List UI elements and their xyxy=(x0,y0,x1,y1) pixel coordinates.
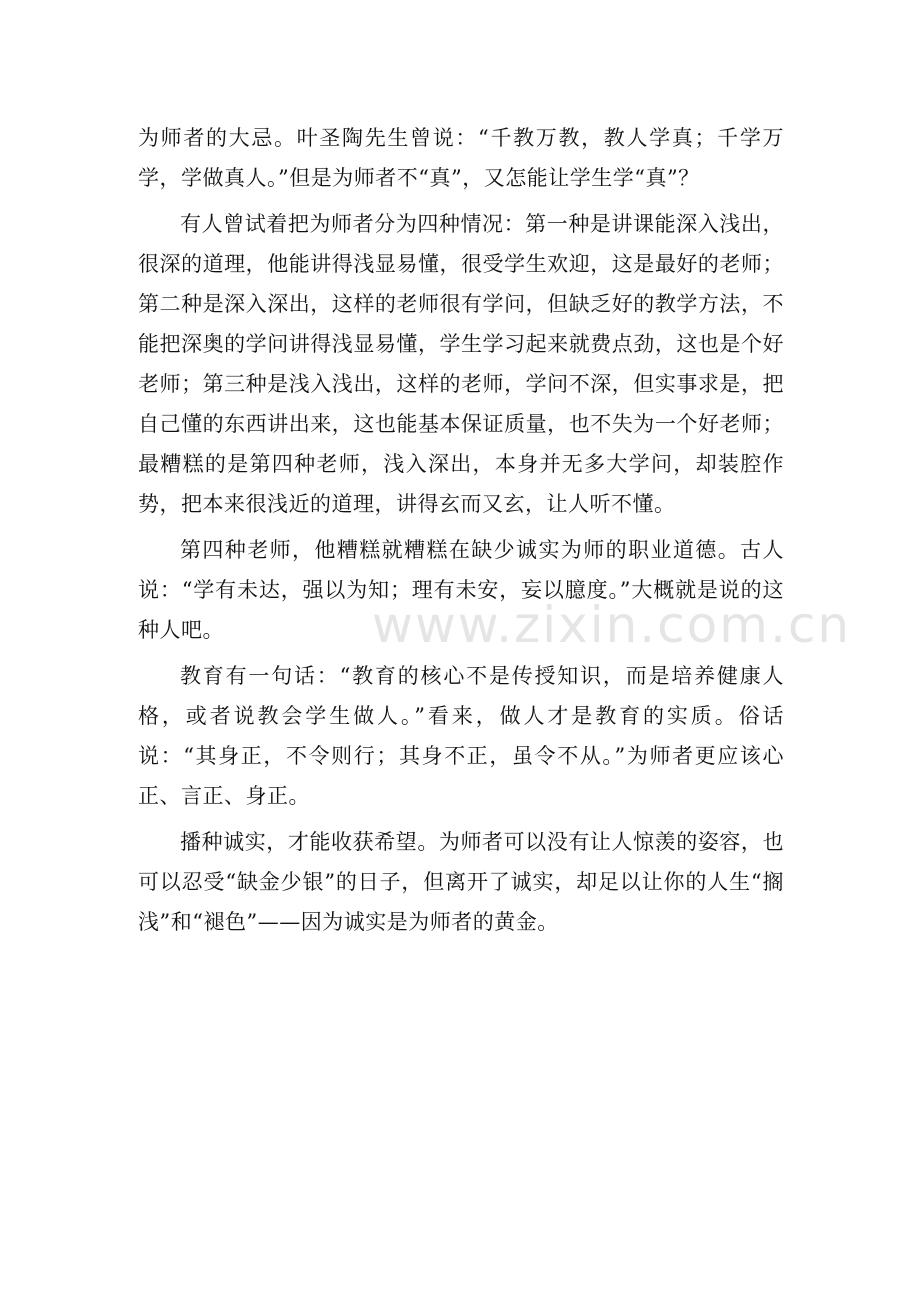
paragraph-5: 播种诚实，才能收获希望。为师者可以没有让人惊羡的姿容，也可以忍受“缺金少银”的日子，但离开了诚实，却足以让你的人生“搁浅”和“褪色”——因为诚实是为师者的黄金。 xyxy=(138,830,784,934)
paragraph-4: 教育有一句话：“教育的核心不是传授知识，而是培养健康人格，或者说教会学生做人。”看来，做人才是教育的实质。俗话说：“其身正，不令则行；其身不正，虽令不从。”为师者更应该心正、言正、身正。 xyxy=(138,664,784,808)
watermark: www.zixin.com.cn xyxy=(372,596,852,654)
document-body xyxy=(138,118,784,948)
paragraph-3: 第四种老师，他糟糕就糟糕在缺少诚实为师的职业道德。古人说：“学有未达，强以为知；理有未安，妄以臆度。”大概就是说的这种人吧。 xyxy=(138,538,784,642)
paragraph-2: 有人曾试着把为师者分为四种情况：第一种是讲课能深入浅出，很深的道理，他能讲得浅显易懂，很受学生欢迎，这是最好的老师；第二种是深入深出，这样的老师很有学问，但缺乏好的教学方法，不能把深奥的学问讲得浅显易懂，学生学习起来就费点劲，这也是个好老师；第三种是浅入浅出，这样的老师，学问不深，但实事求是，把自己懂的东西讲出来，这也能基本保证质量，也不失为一个好老师；最糟糕的是第四种老师，浅入深出，本身并无多大学问，却装腔作势，把本来很浅近的道理，讲得玄而又玄，让人听不懂。 xyxy=(138,212,784,516)
paragraph-1: 为师者的大忌。叶圣陶先生曾说：“千教万教，教人学真；千学万学，学做真人。”但是为师者不“真”，又怎能让学生学“真”？ xyxy=(138,126,784,190)
